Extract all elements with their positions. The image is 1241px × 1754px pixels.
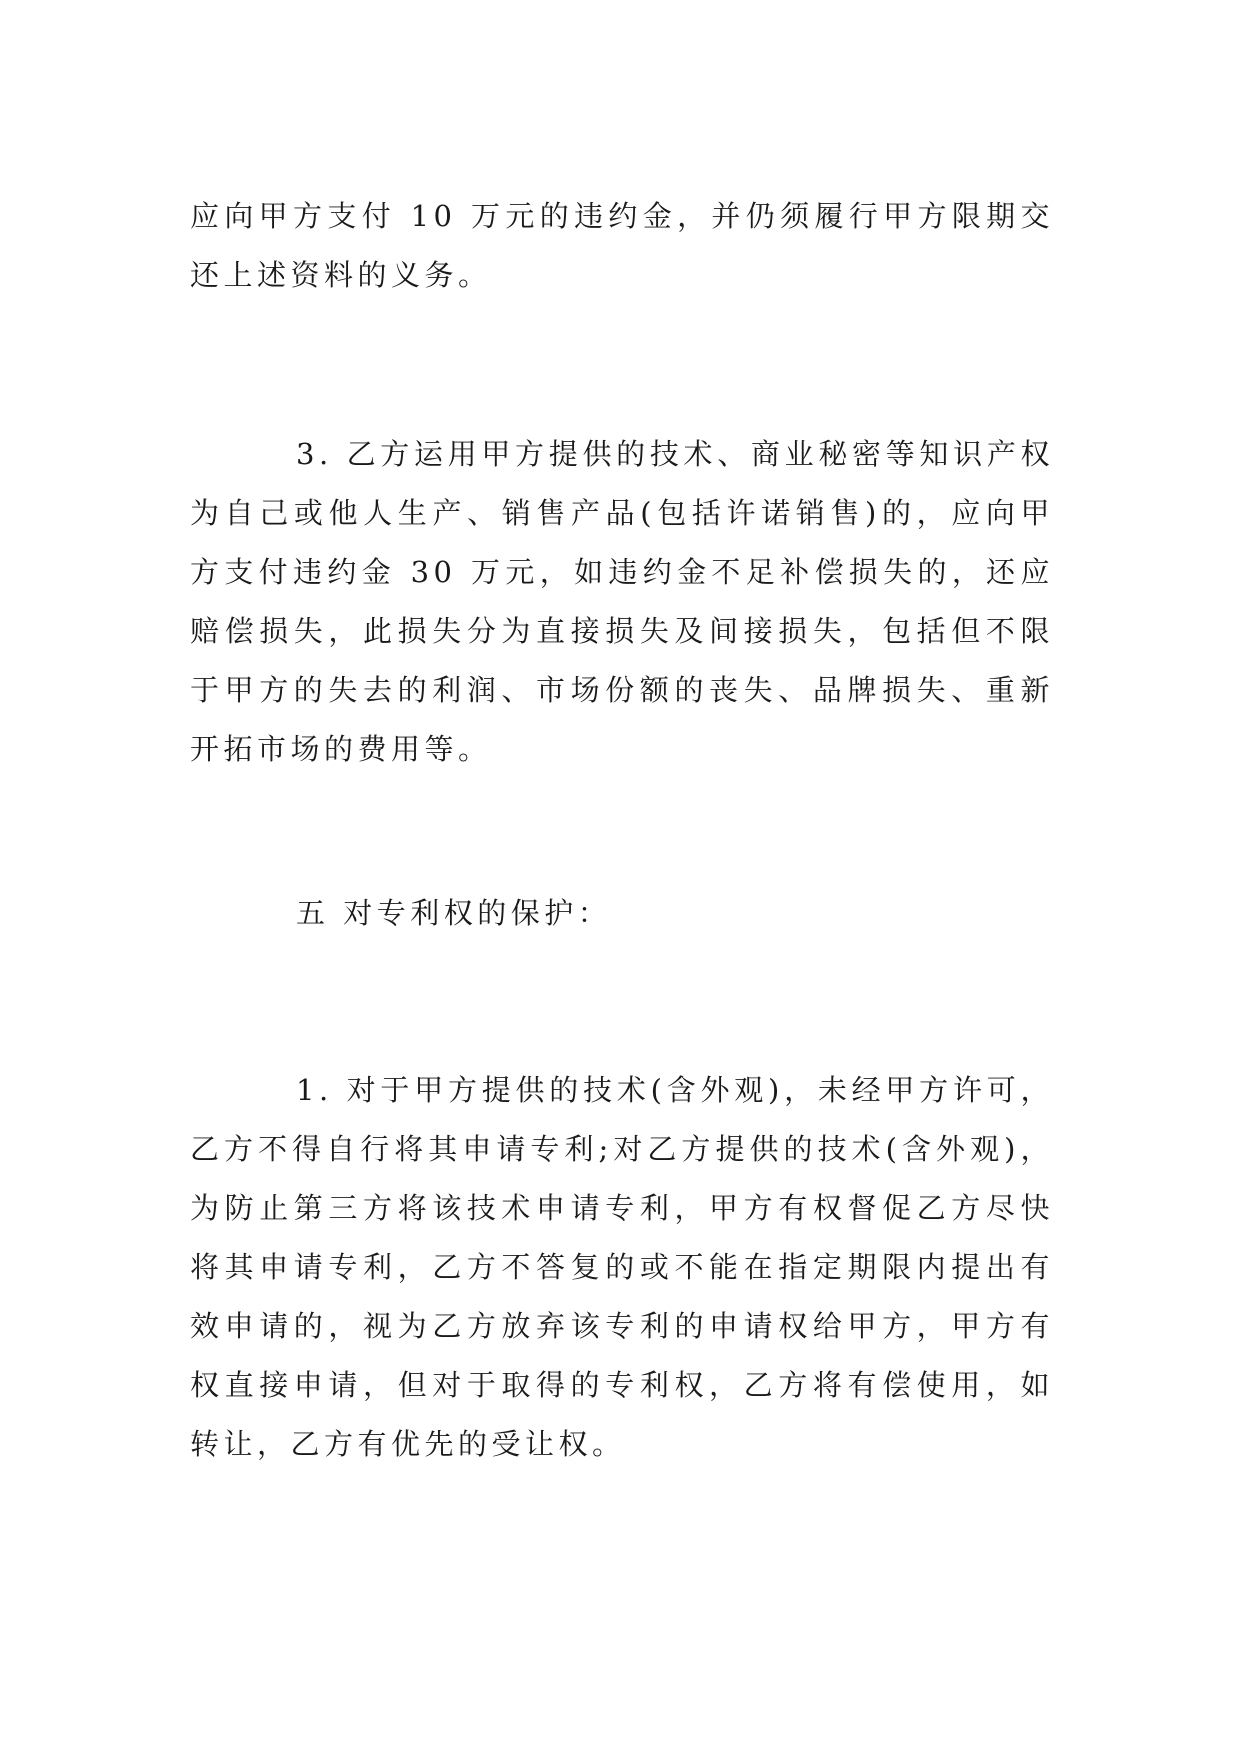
paragraph-continuation: 应向甲方支付 10 万元的违约金，并仍须履行甲方限期交还上述资料的义务。 — [190, 199, 1054, 292]
paragraph-clause-5-1: 1. 对于甲方提供的技术(含外观)，未经甲方许可，乙方不得自行将其申请专利;对乙方提供的技术(含外观)，为防止第三方将该技术申请专利，甲方有权督促乙方尽快将其申请专利，乙方不答复的或不能在指定期限内提出有效申请的，视为乙方放弃该专利的申请权给甲方，甲方有权直接申请，但对于取得的专利权，乙方将有偿使用，如转让，乙方有优先的受让权。 — [190, 1073, 1054, 1461]
paragraph-clause-3: 3. 乙方运用甲方提供的技术、商业秘密等知识产权为自己或他人生产、销售产品(包括许诺销售)的，应向甲方支付违约金 30 万元，如违约金不足补偿损失的，还应赔偿损失，此损失分为直接损失及间接损失，包括但不限于甲方的失去的利润、市场份额的丧失、品牌损失、重新开拓市场的费用等。 — [190, 437, 1054, 766]
section-heading-patent-protection: 五 对专利权的保护： — [296, 896, 612, 930]
